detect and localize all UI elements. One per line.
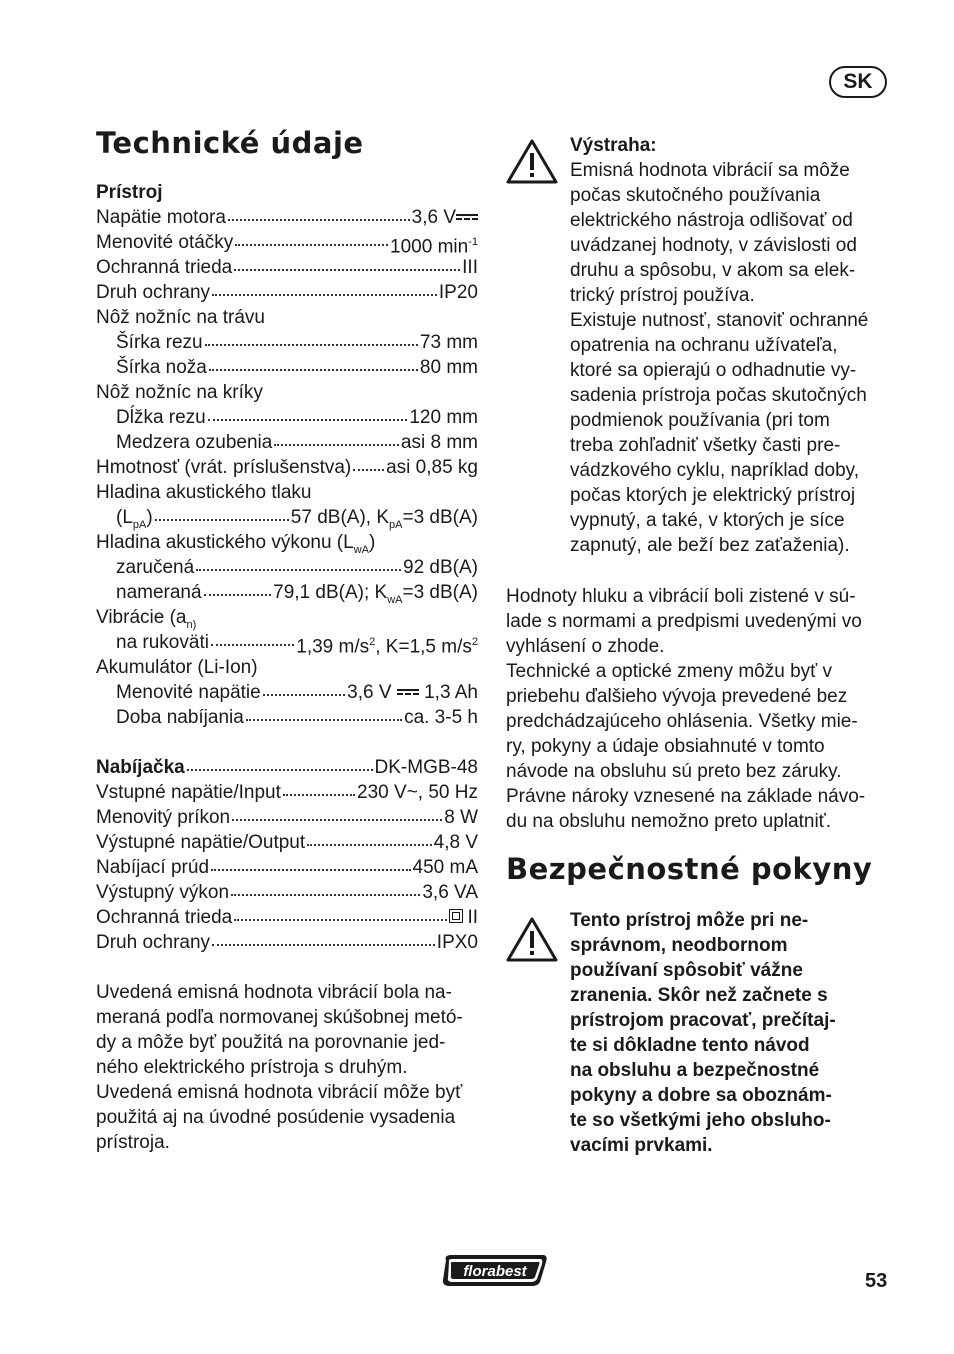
spec-lpa: $(L_{pA})$ 57 dB(A), $K_{pA}=3$ dB(A) [116, 507, 478, 531]
dc-symbol-icon [397, 688, 419, 696]
language-badge: SK [829, 66, 887, 98]
charger-output-voltage: Výstupné napätie/Output 4,8 V [96, 832, 478, 853]
charger-protection-type: Druh ochrany IPX0 [96, 932, 478, 953]
spec-guaranteed: zaručená 92 dB(A) [116, 557, 478, 578]
warning-icon [506, 138, 558, 184]
spec-sound-power: Hladina akustického výkonu $(L_{wA})$ [96, 532, 376, 556]
spec-cut-width: Šírka rezu 73 mm [116, 332, 478, 353]
spec-blade-width: Šírka noža 80 mm [116, 357, 478, 378]
florabest-logo [440, 1252, 550, 1288]
charger-model: Nabíjačka DK-MGB-48 [96, 757, 478, 778]
spec-cut-length: Dĺžka rezu 120 mm [116, 407, 478, 428]
spec-handle: na rukoväti 1,39 $m/s^2$, K=1,5 $m/s^2$ [116, 632, 478, 658]
safety-title: Bezpečnostné pokyny [506, 852, 873, 886]
spec-rated-speed: Menovité otáčky 1000 $\min^{-1}$ [96, 232, 478, 258]
warning-icon [506, 916, 558, 962]
vibration-warning: Výstraha: Emisná hodnota vibrácií sa môže počas skutočného používania elektrického nástroja odlišovať od uvádzanej hodnoty, v závislosti od druhu a spôsobu, v akom sa elek- trický prístroj používa. Existuje nutnosť, stanoviť ochranné opatrenia na ochranu užívateľa, ktoré sa opierajú o odhadnutie vy- sadenia prístroja počas skutočných podmienok používania (pri tom treba zohľadniť všetky časti pre- vádzkového cyklu, napríklad doby, počas ktorých je elektrický prístroj vypnutý, a také, v ktorých je síce zapnutý, ale beží bez zaťaženia). [570, 133, 890, 558]
device-heading: Prístroj [96, 182, 163, 203]
spec-battery: Akumulátor (Li-Ion) [96, 657, 258, 678]
noise-note: Hodnoty hluku a vibrácií boli zistené v sú- lade s normami a predpismi uvedenými vo vyhlásení o zhode. Technické a optické zmeny môžu byť v priebehu ďalšieho vývoja prevedené bez predchádzajúceho ohlásenia. Všetky mie- ry, pokyny a údaje obsiahnuté v tomto návode na obsluhu sú preto bez záruky. Právne nároky vznesené na základe návo- du na obsluhu nemožno preto uplatniť. [506, 586, 866, 832]
spec-sound-pressure: Hladina akustického tlaku [96, 482, 312, 503]
vibration-note: Uvedená emisná hodnota vibrácií bola na- meraná podľa normovanej skúšobnej metó- dy a môže byť použitá na porovnanie jed- ného elektrického prístroja s druhým. Uvedená emisná hodnota vibrácií môže byť použitá aj na úvodné posúdenie vysadenia prístroja. [96, 982, 463, 1153]
dc-symbol-icon [456, 213, 478, 221]
spec-motor-voltage: Napätie motora 3,6 V [96, 205, 478, 230]
spec-vibration: Vibrácie ($a_{n)}$ [96, 607, 197, 631]
charger-protection-class: Ochranná trieda II [96, 907, 478, 928]
svg-text:florabest: florabest [463, 1263, 527, 1280]
protection-class-ii-icon [449, 909, 463, 923]
safety-warning: Tento prístroj môže pri ne- správnom, neodbornom používaní spôsobiť vážne zranenia. Skôr než začnete s prístrojom pracovať, prečítaj- te si dôkladne tento návod na obsluhu a bezpečnostné pokyny a dobre sa oboznám- te so všetkými jeho obsluho- vacími prvkami. [570, 910, 836, 1156]
spec-weight: Hmotnosť (vrát. príslušenstva) asi 0,85 kg [96, 457, 478, 478]
spec-protection-class: Ochranná trieda III [96, 257, 478, 278]
spec-shrub-blade: Nôž nožníc na kríky [96, 382, 263, 403]
technical-data-list [96, 180, 478, 1155]
spec-measured: nameraná 79,1 dB(A); $K_{wA}=3$ dB(A) [116, 582, 478, 606]
charger-rated-power: Menovitý príkon 8 W [96, 807, 478, 828]
spec-rated-voltage: Menovité napätie 3,6 V 1,3 Ah [116, 682, 478, 703]
technical-data-title: Technické údaje [96, 126, 364, 160]
warning-heading: Výstraha: [570, 135, 657, 156]
spec-grass-blade: Nôž nožníc na trávu [96, 307, 265, 328]
spec-tooth-gap: Medzera ozubenia asi 8 mm [116, 432, 478, 453]
spec-charge-time: Doba nabíjania ca. 3-5 h [116, 707, 478, 728]
spec-protection-type: Druh ochrany IP20 [96, 282, 478, 303]
charger-charge-current: Nabíjací prúd 450 mA [96, 857, 478, 878]
page-number: 53 [865, 1270, 888, 1292]
charger-output-power: Výstupný výkon 3,6 VA [96, 882, 478, 903]
charger-input-voltage: Vstupné napätie/Input 230 V~, 50 Hz [96, 782, 478, 803]
